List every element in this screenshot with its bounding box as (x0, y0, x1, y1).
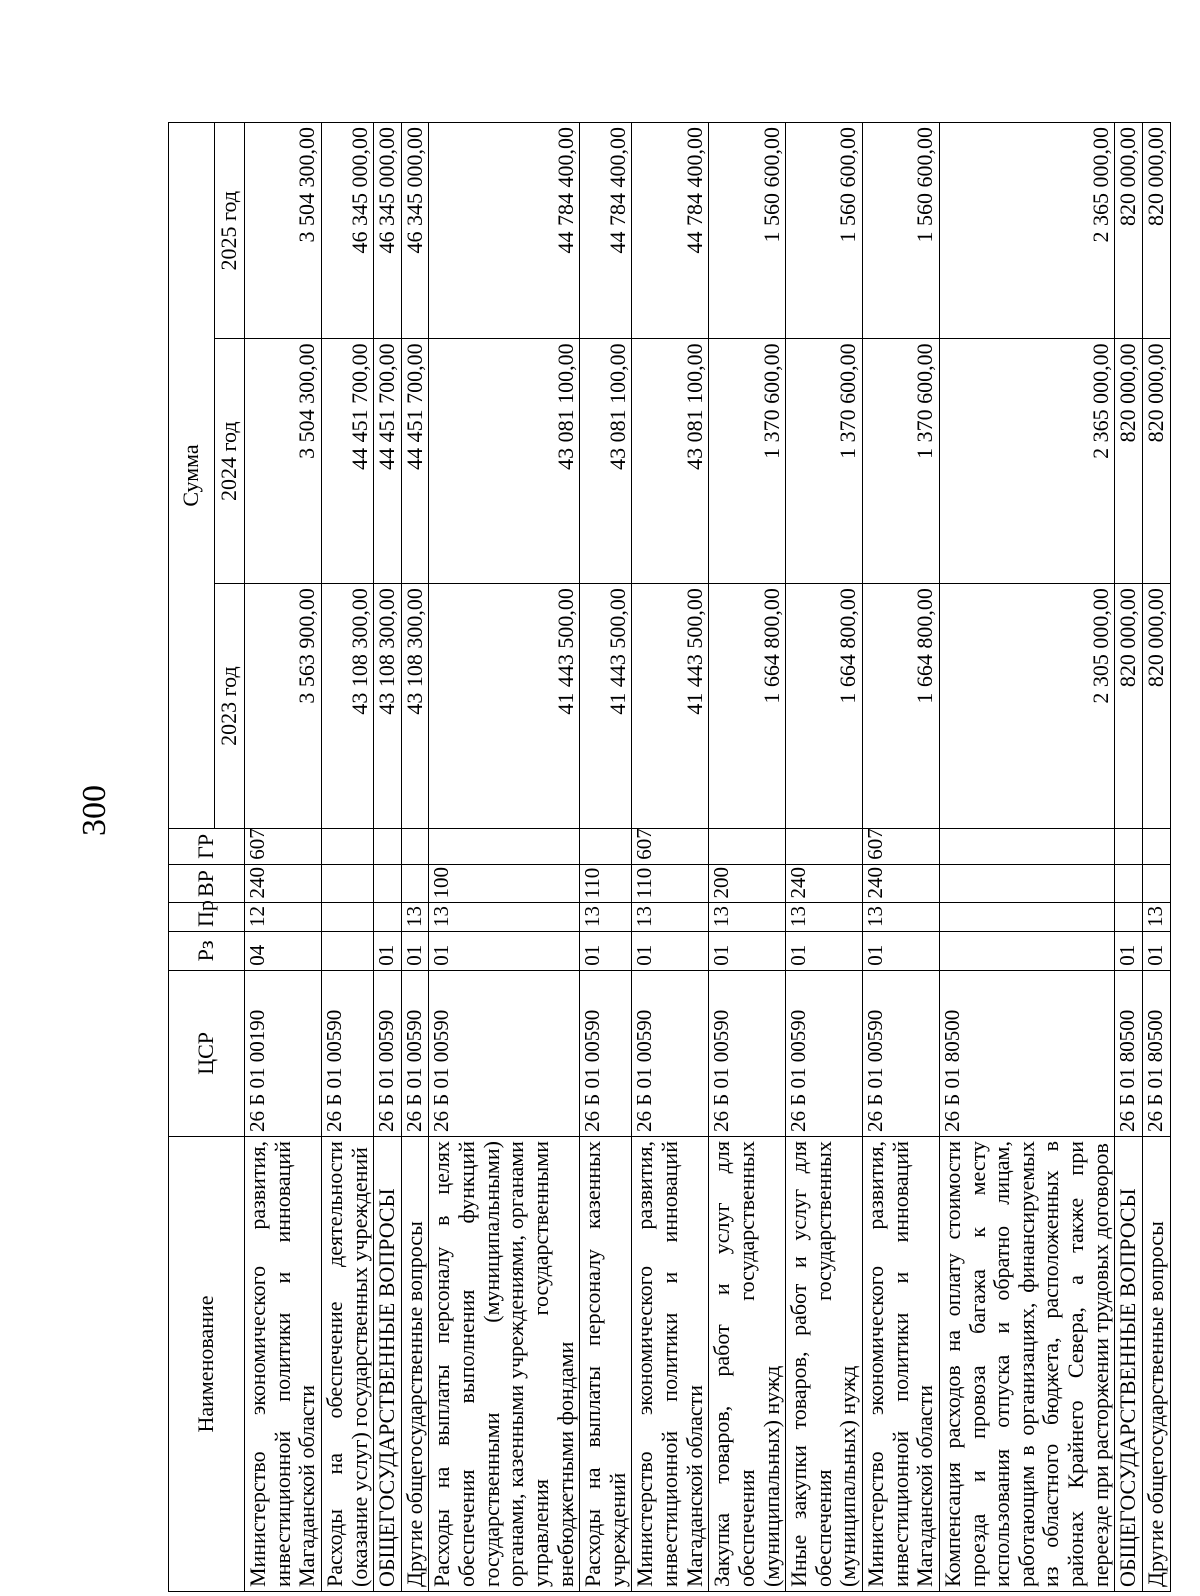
cell-y2025: 820 000,00 (1142, 123, 1170, 339)
cell-vr: 240 (786, 864, 863, 903)
cell-gr (939, 828, 1114, 864)
cell-y2023: 1 664 800,00 (786, 584, 863, 829)
cell-vr (939, 864, 1114, 903)
cell-gr (709, 828, 786, 864)
cell-gr: 607 (863, 828, 940, 864)
cell-y2024: 43 081 100,00 (632, 339, 709, 584)
cell-pr: 13 (580, 903, 632, 932)
table-row (939, 123, 1114, 1592)
cell-vr: 110 (632, 864, 709, 903)
cell-pr: 13 (786, 903, 863, 932)
cell-csr: 26 Б 01 00590 (632, 970, 709, 1136)
cell-vr (321, 864, 373, 903)
table-row (786, 123, 863, 1592)
cell-y2023: 43 108 300,00 (321, 584, 373, 829)
cell-vr (1142, 864, 1170, 903)
cell-gr: 607 (632, 828, 709, 864)
cell-csr: 26 Б 01 00590 (709, 970, 786, 1136)
cell-y2025: 44 784 400,00 (580, 123, 632, 339)
cell-vr (401, 864, 429, 903)
cell-y2023: 820 000,00 (1115, 584, 1143, 829)
cell-name: Министерство экономического развития, инвестиционной политики и инноваций Магаданской области (863, 1137, 940, 1592)
cell-name: Компенсация расходов на оплату стоимости проезда и провоза багажа к месту использования отпуска и обратно лицам, работающим в организациях, финансируемых из областного бюджета, расположенных в районах Крайнего Севера, а также при переезде при расторжении трудовых договоров (939, 1137, 1114, 1592)
cell-gr (1115, 828, 1143, 864)
header-pr: Пр (169, 903, 245, 932)
cell-rz: 01 (632, 932, 709, 971)
cell-name: Расходы на выплаты персоналу в целях обеспечения выполнения функций государственными (муниципальными) органами, казенными учреждениями, органами управления государственными внебюджетными фондами (429, 1137, 580, 1592)
cell-y2025: 1 560 600,00 (786, 123, 863, 339)
cell-rz: 01 (1115, 932, 1143, 971)
cell-csr: 26 Б 01 00590 (374, 970, 402, 1136)
cell-y2023: 43 108 300,00 (374, 584, 402, 829)
table-row (709, 123, 786, 1592)
cell-y2023: 41 443 500,00 (580, 584, 632, 829)
cell-csr: 26 Б 01 00590 (401, 970, 429, 1136)
cell-y2023: 820 000,00 (1142, 584, 1170, 829)
table-row (245, 123, 322, 1592)
cell-y2025: 820 000,00 (1115, 123, 1143, 339)
cell-gr (401, 828, 429, 864)
cell-rz: 01 (401, 932, 429, 971)
cell-gr (580, 828, 632, 864)
cell-rz (939, 932, 1114, 971)
cell-y2024: 3 504 300,00 (245, 339, 322, 584)
cell-y2024: 44 451 700,00 (321, 339, 373, 584)
page-number: 300 (76, 785, 113, 836)
cell-y2024: 1 370 600,00 (786, 339, 863, 584)
cell-y2024: 43 081 100,00 (580, 339, 632, 584)
cell-gr: 607 (245, 828, 322, 864)
cell-csr: 26 Б 01 00590 (429, 970, 580, 1136)
cell-pr: 13 (429, 903, 580, 932)
table-body (245, 123, 1171, 1592)
cell-vr: 110 (580, 864, 632, 903)
cell-pr (1115, 903, 1143, 932)
cell-name: Закупка товаров, работ и услуг для обеспечения государственных (муниципальных) нужд (709, 1137, 786, 1592)
cell-rz: 01 (709, 932, 786, 971)
cell-vr: 240 (245, 864, 322, 903)
table-row (429, 123, 580, 1592)
cell-csr: 26 Б 01 00590 (786, 970, 863, 1136)
table-row (401, 123, 429, 1592)
table-row (1115, 123, 1143, 1592)
cell-y2023: 1 664 800,00 (863, 584, 940, 829)
header-rz: Рз (169, 932, 245, 971)
cell-csr: 26 Б 01 80500 (1115, 970, 1143, 1136)
cell-csr: 26 Б 01 00590 (580, 970, 632, 1136)
cell-y2025: 2 365 000,00 (939, 123, 1114, 339)
cell-gr (321, 828, 373, 864)
cell-name: Министерство экономического развития, инвестиционной политики и инноваций Магаданской области (632, 1137, 709, 1592)
cell-name: ОБЩЕГОСУДАРСТВЕННЫЕ ВОПРОСЫ (374, 1137, 402, 1592)
cell-csr: 26 Б 01 00590 (321, 970, 373, 1136)
cell-pr: 13 (401, 903, 429, 932)
cell-vr: 200 (709, 864, 786, 903)
header-gr: ГР (169, 828, 245, 864)
table-row (580, 123, 632, 1592)
cell-name: Расходы на выплаты персоналу казенных учреждений (580, 1137, 632, 1592)
header-2025: 2025 год (215, 123, 245, 339)
cell-rz: 01 (429, 932, 580, 971)
cell-pr: 13 (1142, 903, 1170, 932)
cell-y2023: 3 563 900,00 (245, 584, 322, 829)
cell-pr: 12 (245, 903, 322, 932)
cell-y2025: 1 560 600,00 (863, 123, 940, 339)
cell-name: Другие общегосударственные вопросы (1142, 1137, 1170, 1592)
cell-rz: 04 (245, 932, 322, 971)
cell-csr: 26 Б 01 80500 (1142, 970, 1170, 1136)
cell-y2024: 44 451 700,00 (401, 339, 429, 584)
header-2024: 2024 год (215, 339, 245, 584)
cell-csr: 26 Б 01 80500 (939, 970, 1114, 1136)
cell-pr: 13 (632, 903, 709, 932)
cell-y2023: 1 664 800,00 (709, 584, 786, 829)
table-row (374, 123, 402, 1592)
cell-rz: 01 (1142, 932, 1170, 971)
cell-y2023: 43 108 300,00 (401, 584, 429, 829)
cell-y2025: 46 345 000,00 (321, 123, 373, 339)
cell-y2024: 1 370 600,00 (709, 339, 786, 584)
budget-table (168, 122, 1171, 1592)
cell-gr (429, 828, 580, 864)
header-sum: Сумма (169, 123, 215, 829)
cell-y2025: 46 345 000,00 (401, 123, 429, 339)
cell-rz: 01 (863, 932, 940, 971)
cell-y2025: 46 345 000,00 (374, 123, 402, 339)
cell-vr: 100 (429, 864, 580, 903)
cell-y2025: 44 784 400,00 (429, 123, 580, 339)
cell-y2024: 2 365 000,00 (939, 339, 1114, 584)
table-row (1142, 123, 1170, 1592)
header-name: Наименование (169, 1137, 245, 1592)
cell-y2025: 3 504 300,00 (245, 123, 322, 339)
cell-pr: 13 (709, 903, 786, 932)
table-row (632, 123, 709, 1592)
cell-rz: 01 (786, 932, 863, 971)
cell-pr (939, 903, 1114, 932)
cell-y2023: 2 305 000,00 (939, 584, 1114, 829)
cell-y2025: 1 560 600,00 (709, 123, 786, 339)
header-2023: 2023 год (215, 584, 245, 829)
cell-name: Расходы на обеспечение деятельности (оказание услуг) государственных учреждений (321, 1137, 373, 1592)
cell-name: Другие общегосударственные вопросы (401, 1137, 429, 1592)
cell-csr: 26 Б 01 00590 (863, 970, 940, 1136)
cell-rz (321, 932, 373, 971)
cell-name: Министерство экономического развития, инвестиционной политики и инноваций Магаданской области (245, 1137, 322, 1592)
cell-y2023: 41 443 500,00 (632, 584, 709, 829)
cell-y2023: 41 443 500,00 (429, 584, 580, 829)
cell-gr (374, 828, 402, 864)
cell-gr (1142, 828, 1170, 864)
cell-name: Иные закупки товаров, работ и услуг для обеспечения государственных (муниципальных) нужд (786, 1137, 863, 1592)
cell-name: ОБЩЕГОСУДАРСТВЕННЫЕ ВОПРОСЫ (1115, 1137, 1143, 1592)
table-row (863, 123, 940, 1592)
cell-y2024: 1 370 600,00 (863, 339, 940, 584)
cell-vr: 240 (863, 864, 940, 903)
cell-csr: 26 Б 01 00190 (245, 970, 322, 1136)
cell-pr: 13 (863, 903, 940, 932)
cell-pr (374, 903, 402, 932)
cell-y2024: 820 000,00 (1142, 339, 1170, 584)
header-csr: ЦСР (169, 970, 245, 1136)
rotated-table-container (168, 122, 1168, 1592)
cell-rz: 01 (374, 932, 402, 971)
cell-y2024: 820 000,00 (1115, 339, 1143, 584)
cell-y2025: 44 784 400,00 (632, 123, 709, 339)
cell-y2024: 44 451 700,00 (374, 339, 402, 584)
cell-pr (321, 903, 373, 932)
cell-vr (1115, 864, 1143, 903)
cell-y2024: 43 081 100,00 (429, 339, 580, 584)
header-vr: ВР (169, 864, 245, 903)
table-row (321, 123, 373, 1592)
cell-rz: 01 (580, 932, 632, 971)
cell-gr (786, 828, 863, 864)
cell-vr (374, 864, 402, 903)
